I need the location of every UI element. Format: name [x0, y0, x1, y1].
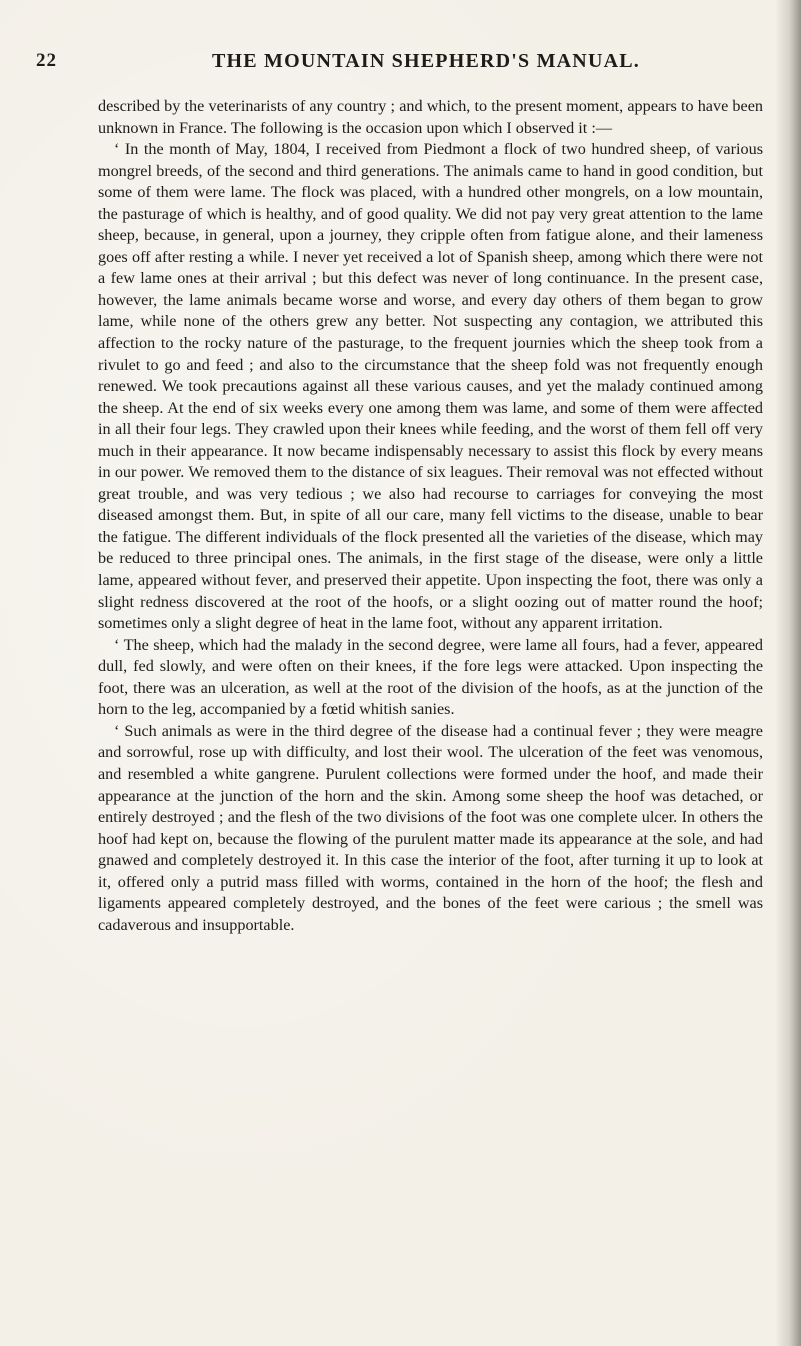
- running-head: [36, 50, 756, 78]
- paragraph-second-degree: ‘ The sheep, which had the malady in the second degree, were lame all fours, had a fever, appeared dull, fed slowly, and were often on their knees, if the fore legs were attacked. Upon inspecting the foot, there was an ulceration, as well at the root of the division of the hoofs, as at the junction of the horn to the leg, accompanied by a fœtid whitish sanies.: [98, 635, 763, 719]
- page-edge-shadow: [775, 0, 801, 1346]
- page-number: 22: [36, 50, 57, 71]
- body-text: [98, 96, 763, 936]
- paragraph-third-degree: ‘ Such animals as were in the third degree of the disease had a continual fever ; they were meagre and sorrowful, rose up with difficulty, and lost their wool. The ulceration of the feet was venomous, and resembled a white gangrene. Purulent collections were formed under the hoof, and made their appearance at the junction of the horn and the skin. Among some sheep the hoof was detached, or entirely destroyed ; and the flesh of the two divisions of the foot was one complete ulcer. In others the hoof had kept on, because the flowing of the purulent matter made its appearance at the sole, and had gnawed and completely destroyed it. In this case the interior of the foot, after turning it up to look at it, offered only a putrid mass filled with worms, contained in the horn of the hoof; the flesh and ligaments appeared completely destroyed, and the bones of the feet were carious ; the smell was cadaverous and insupportable.: [98, 721, 763, 934]
- running-title: THE MOUNTAIN SHEPHERD'S MANUAL.: [212, 50, 640, 72]
- paragraph-continuation: described by the veterinarists of any country ; and which, to the present moment, appears to have been unknown in France. The following is the occasion upon which I observed it :—: [98, 97, 763, 137]
- paragraph-first-degree: ‘ In the month of May, 1804, I received from Piedmont a flock of two hundred sheep, of various mongrel breeds, of the second and third generations. The animals came to hand in good condition, but some of them were lame. The flock was placed, with a hundred other mongrels, on a low mountain, the pasturage of which is healthy, and of good quality. We did not pay very great attention to the lame sheep, because, in general, upon a journey, they cripple often from fatigue alone, and their lameness goes off after resting a while. I never yet received a lot of Spanish sheep, among which there were not a few lame ones at their arrival ; but this defect was never of long continuance. In the present case, however, the lame animals became worse and worse, and every day others of them began to grow lame, while none of the others grew any better. Not suspecting any contagion, we attributed this affection to the rocky nature of the pasturage, to the frequent journies which the sheep took from a rivulet to go and feed ; and also to the circumstance that the sheep fold was not frequently enough renewed. We took precautions against all these various causes, and yet the malady continued among the sheep. At the end of six weeks every one among them was lame, and some of them were affected in all their four legs. They crawled upon their knees while feeding, and the worst of them fell off very much in their appearance. It now became indispensably necessary to assist this flock by every means in our power. We removed them to the distance of six leagues. Their removal was not effected without great trouble, and was very tedious ; we also had recourse to carriages for conveying the most diseased amongst them. But, in spite of all our care, many fell victims to the disease, unable to bear the fatigue. The different individuals of the flock presented all the varieties of the disease, which may be reduced to three principal ones. The animals, in the first stage of the disease, were only a little lame, appeared without fever, and preserved their appetite. Upon inspecting the foot, there was only a slight redness discovered at the root of the hoofs, or a slight oozing out of matter round the hoof; sometimes only a slight degree of heat in the lame foot, without any apparent irritation.: [98, 140, 763, 633]
